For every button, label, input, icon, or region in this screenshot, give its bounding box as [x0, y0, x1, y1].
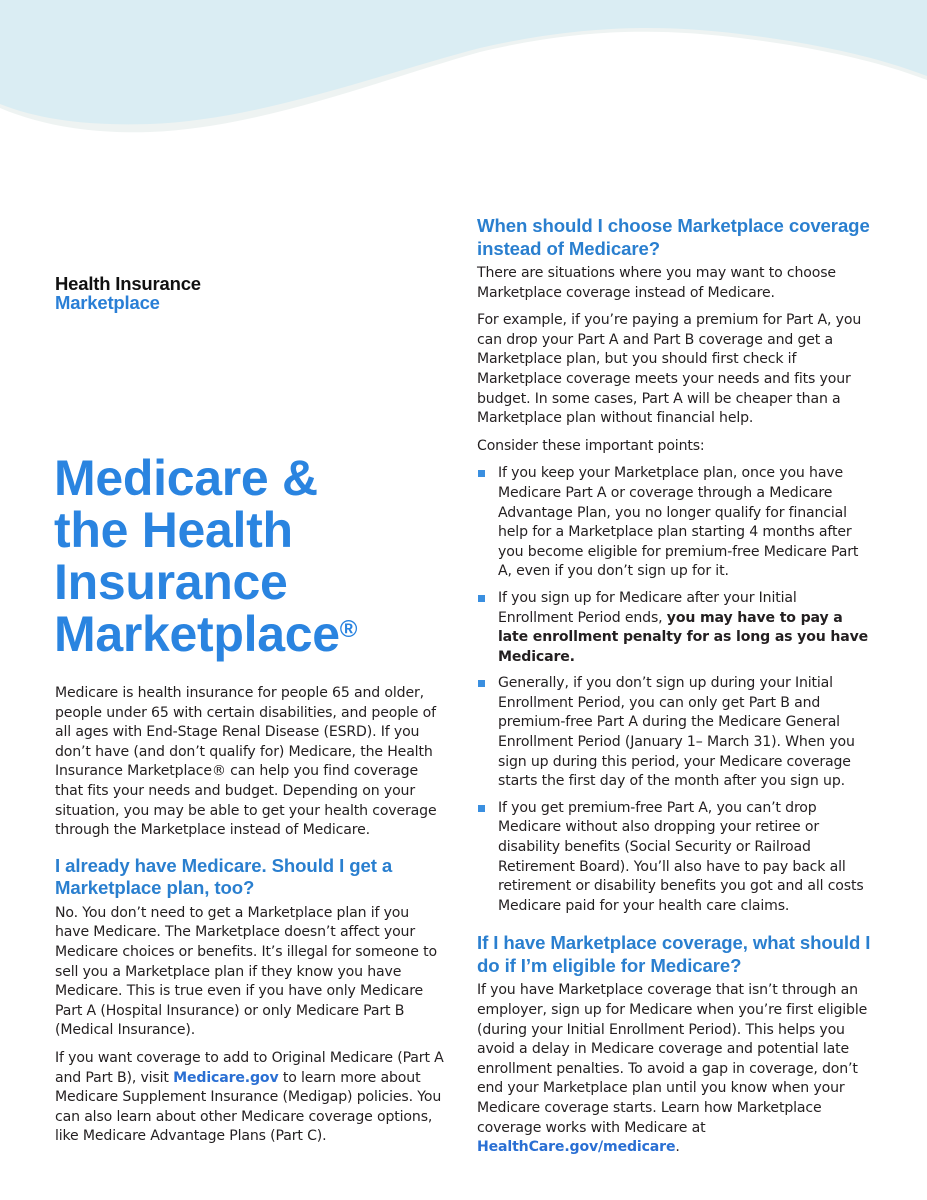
- page-title: [54, 452, 357, 660]
- section1-paragraph-1: No. You don’t need to get a Marketplace plan if you have Medicare. The Marketplace doesn’t affect your Medicare choices or benefits. It’s illegal for someone to sell you a Marketplace plan if they know you have Medicare. This is true even if you have only Medicare Part A (Hospital Insurance) or only Medicare Part B (Medical Insurance).: [55, 904, 437, 1039]
- square-bullet-icon: [478, 470, 485, 477]
- list-item: [477, 464, 872, 582]
- section3-paragraph-before: If you have Marketplace coverage that isn’t through an employer, sign up for Medicare when you’re first eligible (during your Initial Enrollment Period). This helps you avoid a delay in Medicare coverage and potential late enrollment penalties. To avoid a gap in coverage, don’t end your Marketplace plan until you know when your Medicare coverage starts. Learn how Marketplace coverage works with Medicare at: [477, 982, 868, 1136]
- right-column: [477, 215, 872, 1166]
- important-points-list: [477, 464, 872, 916]
- logo-line-2: Marketplace: [55, 292, 160, 313]
- list-item: [477, 799, 872, 917]
- registered-mark: ®: [339, 616, 358, 643]
- title-line-4-text: Marketplace: [54, 606, 340, 662]
- intro-paragraph: Medicare is health insurance for people 65 and older, people under 65 with certain disabilities, and people of all ages with End-Stage Renal Disease (ESRD). If you don’t have (and don’t qualify for) Medicare, the Health Insurance Marketplace® can help you find coverage that fits your needs and budget. Depending on your situation, you may be able to get your health coverage through the Marketplace instead of Medicare.: [55, 685, 437, 839]
- title-line-3: Insurance: [54, 554, 288, 610]
- header-wave-decoration: [0, 0, 927, 140]
- health-insurance-marketplace-logo: [55, 274, 201, 312]
- medicare-gov-link[interactable]: Medicare.gov: [173, 1069, 279, 1086]
- square-bullet-icon: [478, 680, 485, 687]
- section2-paragraph-1: There are situations where you may want to choose Marketplace coverage instead of Medicare.: [477, 265, 836, 301]
- section1-paragraph-2: [55, 1049, 445, 1147]
- list-item-bold-text: you may have to pay a late enrollment penalty for as long as you have Medicare.: [498, 609, 869, 665]
- section3-paragraph: [477, 981, 872, 1157]
- section1-paragraph-2-after: to learn more about Medicare Supplement Insurance (Medigap) policies. You can also learn about other Medicare coverage options, like Medicare Advantage Plans (Part C).: [55, 1069, 442, 1145]
- square-bullet-icon: [478, 805, 485, 812]
- list-item-text: If you keep your Marketplace plan, once you have Medicare Part A or coverage through a Medicare Advantage Plan, you no longer qualify for financial help for a Marketplace plan starting 4 months after you become eligible for premium-free Medicare Part A, even if you don’t sign up for it.: [498, 465, 859, 580]
- title-line-1: Medicare &: [54, 450, 318, 506]
- section3-paragraph-after: .: [675, 1139, 680, 1156]
- title-line-4: [54, 608, 357, 660]
- section1-paragraph-2-before: If you want coverage to add to Original Medicare (Part A and Part B), visit: [55, 1049, 444, 1086]
- section2-paragraph-3: Consider these important points:: [477, 437, 705, 454]
- title-line-2: the Health: [54, 502, 293, 558]
- wave-fill: [0, 0, 927, 124]
- logo-line-1: Health Insurance: [55, 273, 201, 294]
- list-item: [477, 589, 872, 667]
- section-heading-already-have-medicare: I already have Medicare. Should I get a Marketplace plan, too?: [55, 854, 393, 899]
- square-bullet-icon: [478, 595, 485, 602]
- list-item-text: If you sign up for Medicare after your Initial Enrollment Period ends,: [498, 589, 797, 626]
- section-heading-eligible-for-medicare: If I have Marketplace coverage, what should I do if I’m eligible for Medicare?: [477, 932, 871, 976]
- list-item: [477, 674, 872, 792]
- section-heading-when-choose-marketplace: When should I choose Marketplace coverage instead of Medicare?: [477, 215, 870, 259]
- section2-paragraph-2: For example, if you’re paying a premium for Part A, you can drop your Part A and Part B coverage and get a Marketplace plan, but you should first check if Marketplace coverage meets your needs and fits your budget. In some cases, Part A will be cheaper than a Marketplace plan without financial help.: [477, 312, 862, 427]
- list-item-text: Generally, if you don’t sign up during your Initial Enrollment Period, you can only get Part B and premium-free Part A during the Medicare General Enrollment Period (January 1– March 31). When you sign up during this period, your Medicare coverage starts the first day of the month after you sign up.: [498, 675, 855, 790]
- left-column: [55, 684, 445, 1155]
- list-item-text: If you get premium-free Part A, you can’t drop Medicare without also dropping your retiree or disability benefits (Social Security or Railroad Retirement Board). You’ll also have to pay back all retirement or disability benefits you got and all costs Medicare paid for your health care claims.: [498, 799, 864, 914]
- healthcare-gov-medicare-link[interactable]: HealthCare.gov/medicare: [477, 1139, 676, 1156]
